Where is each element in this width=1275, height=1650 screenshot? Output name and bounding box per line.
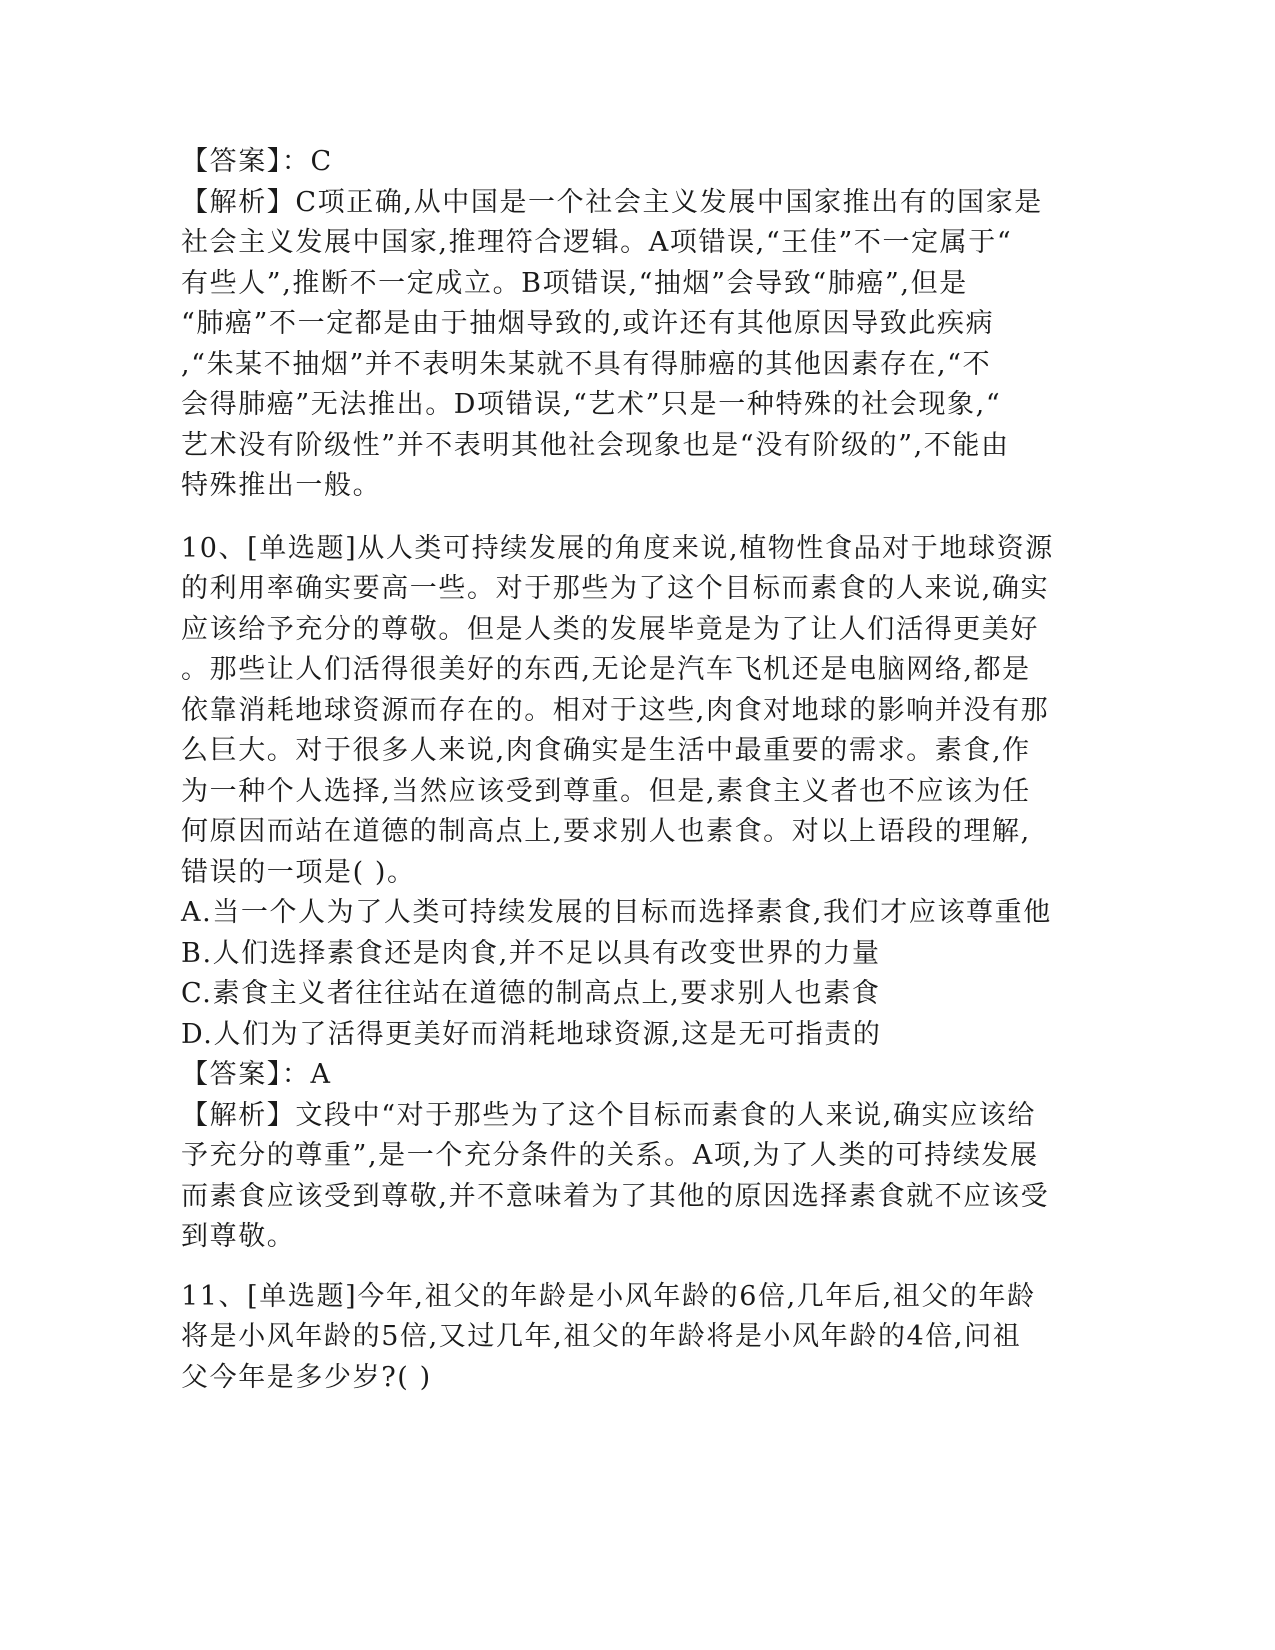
option-d: D.人们为了活得更美好而消耗地球资源,这是无可指责的 [181, 1018, 882, 1050]
question-stem-line: 应该给予充分的尊敬。但是人类的发展毕竟是为了让人们活得更美好 [181, 613, 1039, 645]
question-stem-line: 么巨大。对于很多人来说,肉食确实是生活中最重要的需求。素食,作 [181, 735, 1031, 766]
analysis-line: 予充分的尊重”,是一个充分条件的关系。A项,为了人类的可持续发展 [181, 1140, 1039, 1171]
analysis-line: 而素食应该受到尊敬,并不意味着为了其他的原因选择素食就不应该受 [181, 1180, 1050, 1212]
section-gap [181, 507, 1081, 529]
analysis-line: 【解析】文段中“对于那些为了这个目标而素食的人来说,确实应该给 [181, 1099, 1036, 1131]
answer-line: 【答案】：C [181, 146, 333, 177]
question-stem-line: 父今年是多少岁?( ) [181, 1361, 432, 1393]
option-c: C.素食主义者往往站在道德的制高点上,要求别人也素食 [181, 978, 881, 1009]
answer-line: 【答案】：A [181, 1059, 332, 1090]
analysis-line: 艺术没有阶级性”并不表明其他社会现象也是“没有阶级的”,不能由 [181, 429, 1010, 461]
option-a: A.当一个人为了人类可持续发展的目标而选择素食,我们才应该尊重他 [181, 897, 1052, 928]
document-page [181, 142, 1081, 1398]
analysis-line: 有些人”,推断不一定成立。B项错误,“抽烟”会导致“肺癌”,但是 [181, 267, 968, 299]
question-stem-line: 。那些让人们活得很美好的东西,无论是汽车飞机还是电脑网络,都是 [181, 654, 1031, 685]
question-stem-line: 何原因而站在道德的制高点上,要求别人也素食。对以上语段的理解, [181, 816, 1031, 847]
analysis-line: 会得肺癌”无法推出。D项错误,“艺术”只是一种特殊的社会现象,“ [181, 389, 1002, 420]
analysis-line: 到尊敬。 [181, 1221, 296, 1252]
option-b: B.人们选择素食还是肉食,并不足以具有改变世界的力量 [181, 937, 881, 969]
analysis-line: “肺癌”不一定都是由于抽烟导致的,或许还有其他原因导致此疾病 [181, 308, 995, 339]
section-gap [181, 1258, 1081, 1277]
analysis-line: 社会主义发展中国家,推理符合逻辑。A项错误,“王佳”不一定属于“ [181, 227, 1013, 258]
question-stem-line: 10、[单选题]从人类可持续发展的角度来说,植物性食品对于地球资源 [181, 532, 1054, 564]
question-stem-line: 为一种个人选择,当然应该受到尊重。但是,素食主义者也不应该为任 [181, 775, 1031, 807]
question-stem-line: 的利用率确实要高一些。对于那些为了这个目标而素食的人来说,确实 [181, 573, 1050, 604]
analysis-line: ,“朱某不抽烟”并不表明朱某就不具有得肺癌的其他因素存在,“不 [181, 348, 992, 380]
analysis-line: 特殊推出一般。 [181, 470, 382, 501]
analysis-line: 【解析】C项正确,从中国是一个社会主义发展中国家推出有的国家是 [181, 186, 1043, 218]
question-stem-line: 将是小风年龄的5倍,又过几年,祖父的年龄将是小风年龄的4倍,问祖 [181, 1321, 1022, 1352]
question-stem-line: 11、[单选题]今年,祖父的年龄是小风年龄的6倍,几年后,祖父的年龄 [181, 1280, 1036, 1312]
question-stem-line: 错误的一项是( )。 [181, 856, 416, 888]
question-stem-line: 依靠消耗地球资源而存在的。相对于这些,肉食对地球的影响并没有那 [181, 694, 1050, 726]
